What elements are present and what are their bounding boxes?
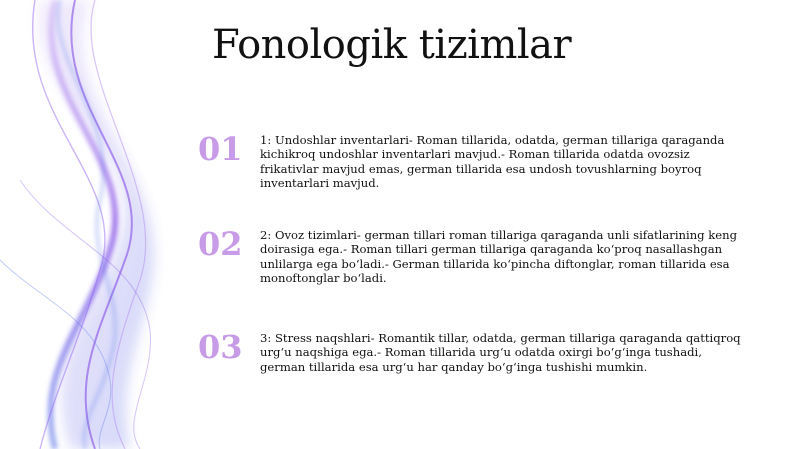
list-item — [198, 130, 758, 193]
item-text: 3: Stress naqshlari- Romantik tillar, odatda, german tillariga qaraganda qattiqroq urg‘u naqshiga ega.- Roman tillarida urg‘u odatda oxirgi bo‘g‘inga tushadi, german tillarida esa urg‘u har qanday bo‘g‘inga tushishi mumkin. — [260, 331, 741, 374]
item-text: 2: Ovoz tizimlari- german tillari roman tillariga qaraganda unli sifatlarining keng doirasiga ega.- Roman tillari german tillariga qaraganda ko‘proq nasallashgan unlilarga ega bo‘ladi.- German tillarida ko‘pincha diftonglar, roman tillarida esa monoftonglar bo‘ladi. — [260, 228, 738, 286]
list-item — [198, 328, 758, 381]
decorative-smoke-ribbon — [0, 0, 200, 449]
item-number: 03 — [198, 328, 243, 366]
item-text: 1: Undoshlar inventarlari- Roman tillarida, odatda, german tillariga qaraganda kichikroq undoshlar inventarlari mavjud.- Roman tillarida odatda ovozsiz frikativlar mavjud emas, german tillarida esa undosh tovushlarning boyroq inventarlari mavjud. — [260, 133, 725, 191]
item-number: 01 — [198, 130, 243, 168]
slide-title: Fonologik tizimlar — [212, 22, 572, 68]
item-number: 02 — [198, 225, 243, 263]
list-item — [198, 225, 758, 288]
